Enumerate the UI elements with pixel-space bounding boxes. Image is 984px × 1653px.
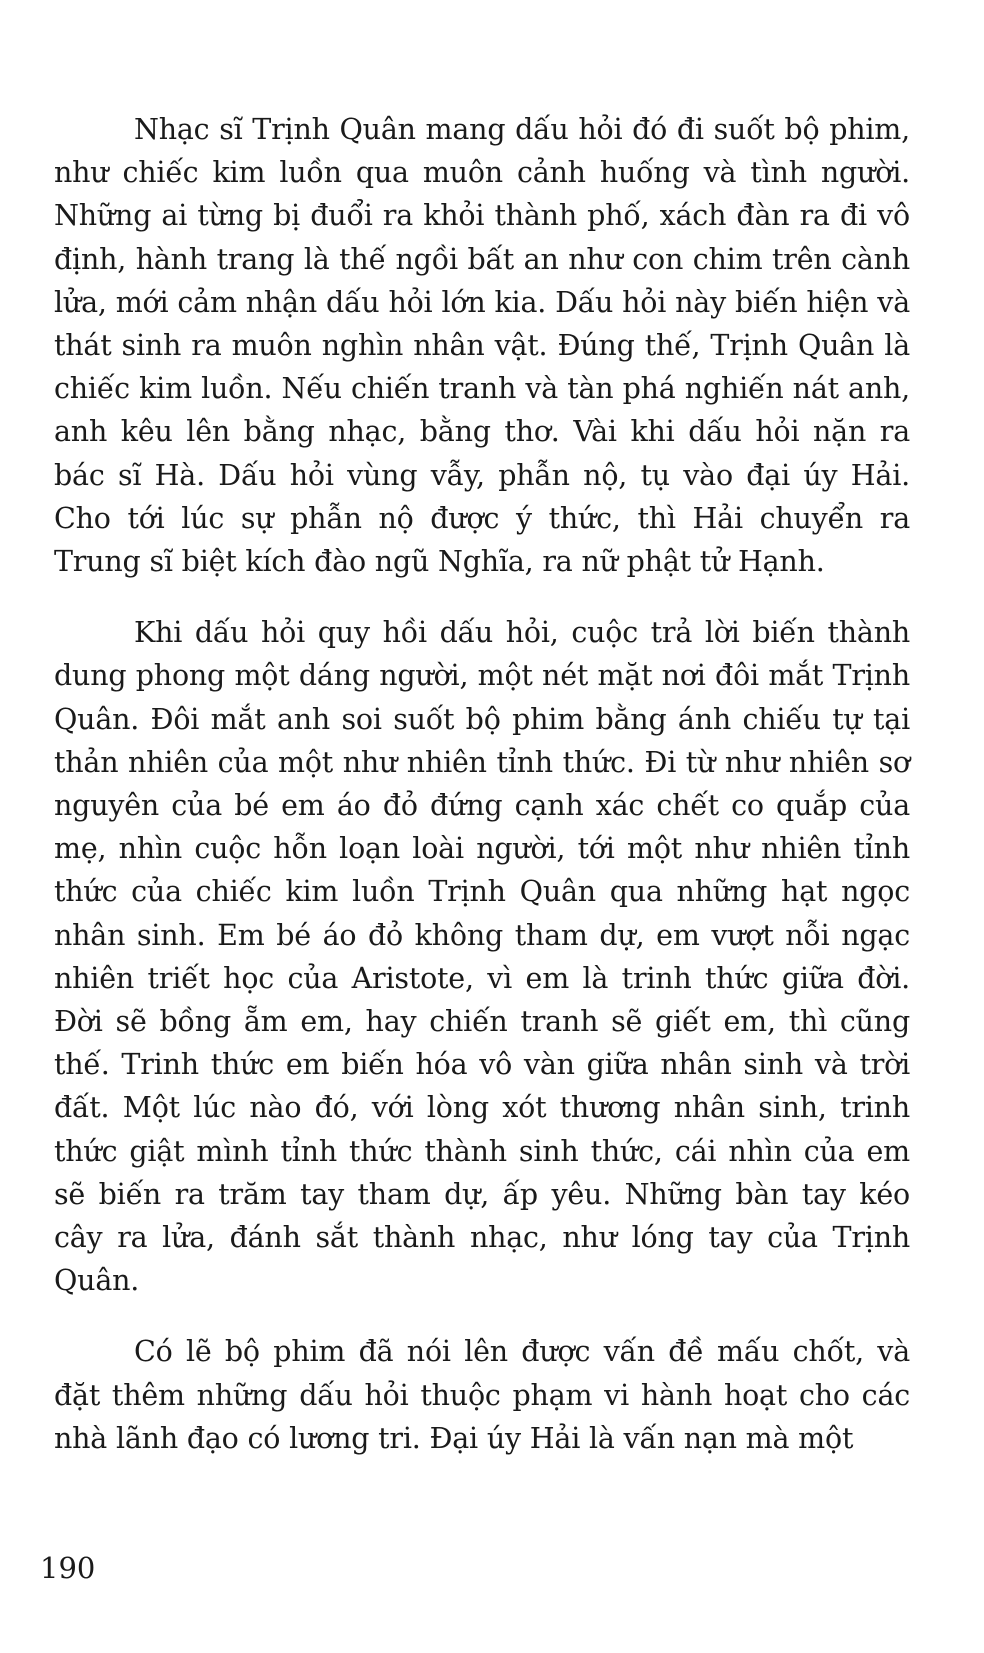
paragraph-3: Có lẽ bộ phim đã nói lên được vấn đề mấu chốt, và đặt thêm những dấu hỏi thuộc phạm vi hành hoạt cho các nhà lãnh đạo có lương tri. Đại úy Hải là vấn nạn mà một: [54, 1335, 910, 1455]
paragraph-1: Nhạc sĩ Trịnh Quân mang dấu hỏi đó đi suốt bộ phim, như chiếc kim luồn qua muôn cảnh huống và tình người. Những ai từng bị đuổi ra khỏi thành phố, xách đàn ra đi vô định, hành trang là thế ngồi bất an như con chim trên cành lửa, mới cảm nhận dấu hỏi lớn kia. Dấu hỏi này biến hiện và thát sinh ra muôn nghìn nhân vật. Đúng thế, Trịnh Quân là chiếc kim luồn. Nếu chiến tranh và tàn phá nghiến nát anh, anh kêu lên bằng nhạc, bằng thơ. Vài khi dấu hỏi nặn ra bác sĩ Hà. Dấu hỏi vùng vẫy, phẫn nộ, tụ vào đại úy Hải. Cho tới lúc sự phẫn nộ được ý thức, thì Hải chuyển ra Trung sĩ biệt kích đào ngũ Nghĩa, ra nữ phật tử Hạnh.: [54, 113, 910, 579]
body-text: [54, 108, 910, 1488]
paragraph-2: Khi dấu hỏi quy hồi dấu hỏi, cuộc trả lời biến thành dung phong một dáng người, một nét mặt nơi đôi mắt Trịnh Quân. Đôi mắt anh soi suốt bộ phim bằng ánh chiếu tự tại thản nhiên của một như nhiên tỉnh thức. Đi từ như nhiên sơ nguyên của bé em áo đỏ đứng cạnh xác chết co quắp của mẹ, nhìn cuộc hỗn loạn loài người, tới một như nhiên tỉnh thức của chiếc kim luồn Trịnh Quân qua những hạt ngọc nhân sinh. Em bé áo đỏ không tham dự, em vượt nỗi ngạc nhiên triết học của Aristote, vì em là trinh thức giữa đời. Đời sẽ bồng ẵm em, hay chiến tranh sẽ giết em, thì cũng thế. Trinh thức em biến hóa vô vàn giữa nhân sinh và trời đất. Một lúc nào đó, với lòng xót thương nhân sinh, trinh thức giật mình tỉnh thức thành sinh thức, cái nhìn của em sẽ biến ra trăm tay tham dự, ấp yêu. Những bàn tay kéo cây ra lửa, đánh sắt thành nhạc, như lóng tay của Trịnh Quân.: [54, 616, 910, 1298]
page-number: 190: [40, 1551, 96, 1585]
